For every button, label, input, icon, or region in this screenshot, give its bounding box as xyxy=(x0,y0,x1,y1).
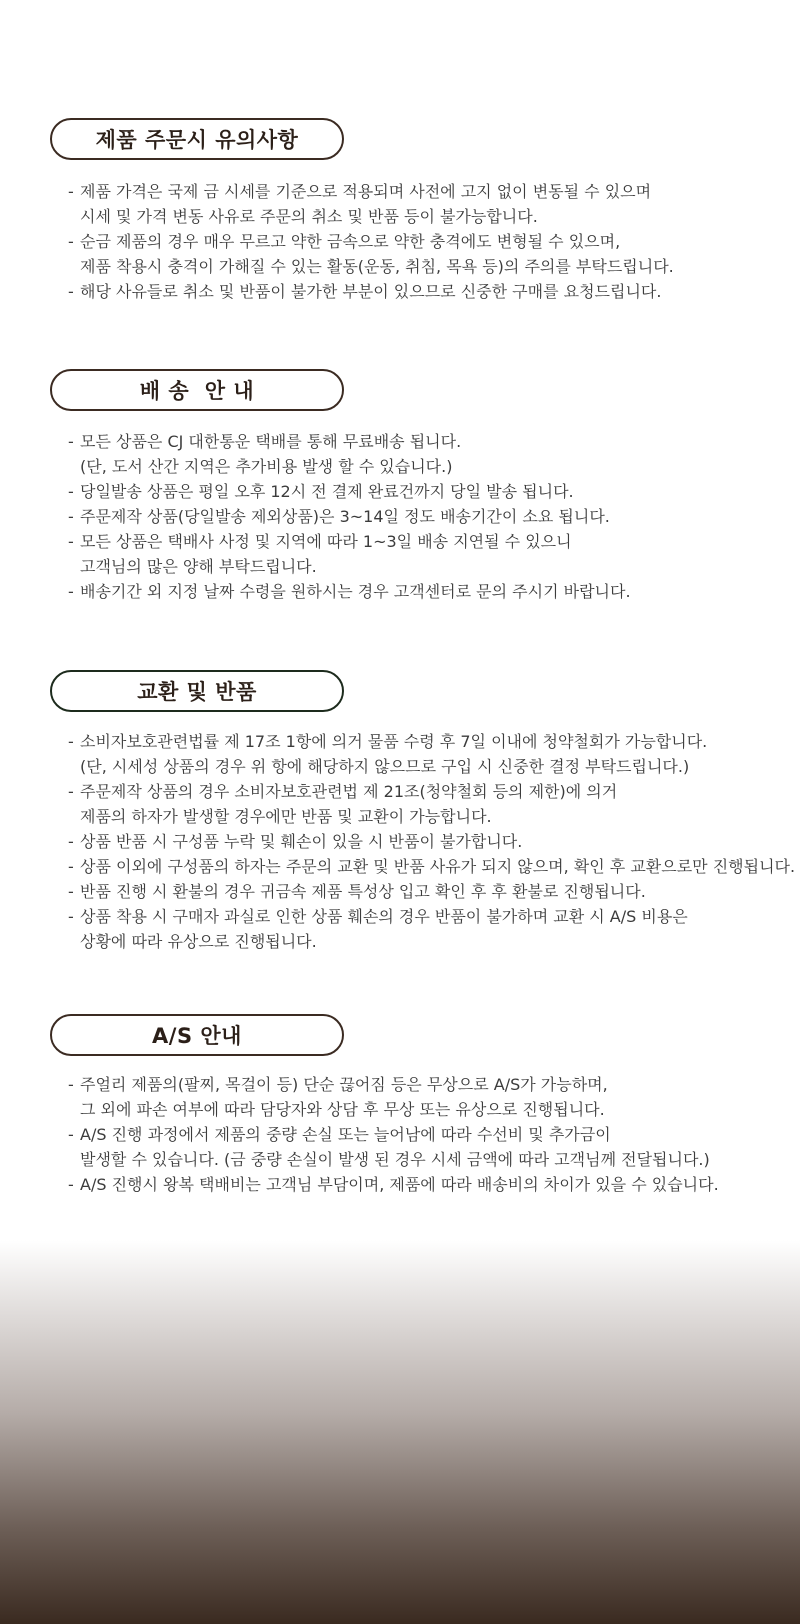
list-item-text: 주얼리 제품의(팔찌, 목걸이 등) 단순 끊어짐 등은 무상으로 A/S가 가능하며, xyxy=(80,1075,608,1094)
list-item xyxy=(68,229,674,279)
dash: - xyxy=(68,832,74,851)
shipping-list xyxy=(68,429,631,604)
dash: - xyxy=(68,1175,74,1194)
notice-list xyxy=(68,179,674,304)
list-item xyxy=(68,1072,719,1122)
list-item-text: 제품 착용시 충격이 가해질 수 있는 활동(운동, 취침, 목욕 등)의 주의를 부탁드립니다. xyxy=(80,257,674,276)
list-item-text: 제품의 하자가 발생할 경우에만 반품 및 교환이 가능합니다. xyxy=(80,807,492,826)
section-title: 제품 주문시 유의사항 xyxy=(95,128,299,152)
list-item-text: (단, 시세성 상품의 경우 위 항에 해당하지 않으므로 구입 시 신중한 결정 부탁드립니다.) xyxy=(80,757,690,776)
list-item-text: 고객님의 많은 양해 부탁드립니다. xyxy=(80,557,317,576)
dash: - xyxy=(68,857,74,876)
dash: - xyxy=(68,282,74,301)
list-item xyxy=(68,279,674,304)
list-item-text: 주문제작 상품의 경우 소비자보호관련법 제 21조(청약철회 등의 제한)에 의거 xyxy=(80,782,618,801)
bottom-gradient-decoration xyxy=(0,1240,800,1624)
section-title-pill xyxy=(50,670,344,712)
list-item-text: 당일발송 상품은 평일 오후 12시 전 결제 완료건까지 당일 발송 됩니다. xyxy=(80,482,574,501)
list-item xyxy=(68,829,795,854)
list-item-text: A/S 진행시 왕복 택배비는 고객님 부담이며, 제품에 따라 배송비의 차이가 있을 수 있습니다. xyxy=(80,1175,719,1194)
dash: - xyxy=(68,482,74,501)
list-item-text: A/S 진행 과정에서 제품의 중량 손실 또는 늘어남에 따라 수선비 및 추가금이 xyxy=(80,1125,611,1144)
section-title-pill xyxy=(50,1014,344,1056)
dash: - xyxy=(68,732,74,751)
list-item xyxy=(68,504,631,529)
list-item-text: 그 외에 파손 여부에 따라 담당자와 상담 후 무상 또는 유상으로 진행됩니다. xyxy=(80,1100,605,1119)
dash: - xyxy=(68,432,74,451)
list-item xyxy=(68,779,795,829)
dash: - xyxy=(68,782,74,801)
dash: - xyxy=(68,182,74,201)
dash: - xyxy=(68,507,74,526)
list-item-text: 상품 이외에 구성품의 하자는 주문의 교환 및 반품 사유가 되지 않으며, 확인 후 교환으로만 진행됩니다. xyxy=(80,857,796,876)
list-item xyxy=(68,579,631,604)
list-item xyxy=(68,529,631,579)
list-item-text: 반품 진행 시 환불의 경우 귀금속 제품 특성상 입고 확인 후 후 환불로 진행됩니다. xyxy=(80,882,646,901)
section-title: A/S 안내 xyxy=(152,1024,242,1048)
section-title-pill xyxy=(50,118,344,160)
list-item-text: 소비자보호관련법률 제 17조 1항에 의거 물품 수령 후 7일 이내에 청약철회가 가능합니다. xyxy=(80,732,708,751)
list-item xyxy=(68,729,795,779)
dash: - xyxy=(68,1075,74,1094)
list-item-text: 모든 상품은 CJ 대한통운 택배를 통해 무료배송 됩니다. xyxy=(80,432,462,451)
list-item xyxy=(68,1122,719,1172)
dash: - xyxy=(68,232,74,251)
dash: - xyxy=(68,582,74,601)
list-item xyxy=(68,479,631,504)
as-list xyxy=(68,1072,719,1197)
dash: - xyxy=(68,882,74,901)
list-item xyxy=(68,854,795,879)
list-item-text: 순금 제품의 경우 매우 무르고 약한 금속으로 약한 충격에도 변형될 수 있으며, xyxy=(80,232,621,251)
list-item xyxy=(68,179,674,229)
list-item-text: 주문제작 상품(당일발송 제외상품)은 3~14일 정도 배송기간이 소요 됩니다. xyxy=(80,507,610,526)
list-item xyxy=(68,1172,719,1197)
list-item-text: 시세 및 가격 변동 사유로 주문의 취소 및 반품 등이 불가능합니다. xyxy=(80,207,538,226)
list-item-text: 상품 착용 시 구매자 과실로 인한 상품 훼손의 경우 반품이 불가하며 교환 시 A/S 비용은 xyxy=(80,907,688,926)
section-title: 배 송 안 내 xyxy=(139,379,255,403)
list-item xyxy=(68,879,795,904)
dash: - xyxy=(68,532,74,551)
list-item xyxy=(68,429,631,479)
list-item-text: (단, 도서 산간 지역은 추가비용 발생 할 수 있습니다.) xyxy=(80,457,453,476)
list-item-text: 배송기간 외 지정 날짜 수령을 원하시는 경우 고객센터로 문의 주시기 바랍니다. xyxy=(80,582,631,601)
list-item-text: 해당 사유들로 취소 및 반품이 불가한 부분이 있으므로 신중한 구매를 요청드립니다. xyxy=(80,282,662,301)
list-item xyxy=(68,904,795,954)
list-item-text: 상황에 따라 유상으로 진행됩니다. xyxy=(80,932,317,951)
list-item-text: 상품 반품 시 구성품 누락 및 훼손이 있을 시 반품이 불가합니다. xyxy=(80,832,523,851)
dash: - xyxy=(68,1125,74,1144)
exchange-list xyxy=(68,729,795,954)
dash: - xyxy=(68,907,74,926)
list-item-text: 발생할 수 있습니다. (금 중량 손실이 발생 된 경우 시세 금액에 따라 고객님께 전달됩니다.) xyxy=(80,1150,710,1169)
section-title: 교환 및 반품 xyxy=(137,680,257,704)
section-title-pill xyxy=(50,369,344,411)
list-item-text: 제품 가격은 국제 금 시세를 기준으로 적용되며 사전에 고지 없이 변동될 수 있으며 xyxy=(80,182,652,201)
list-item-text: 모든 상품은 택배사 사정 및 지역에 따라 1~3일 배송 지연될 수 있으니 xyxy=(80,532,572,551)
